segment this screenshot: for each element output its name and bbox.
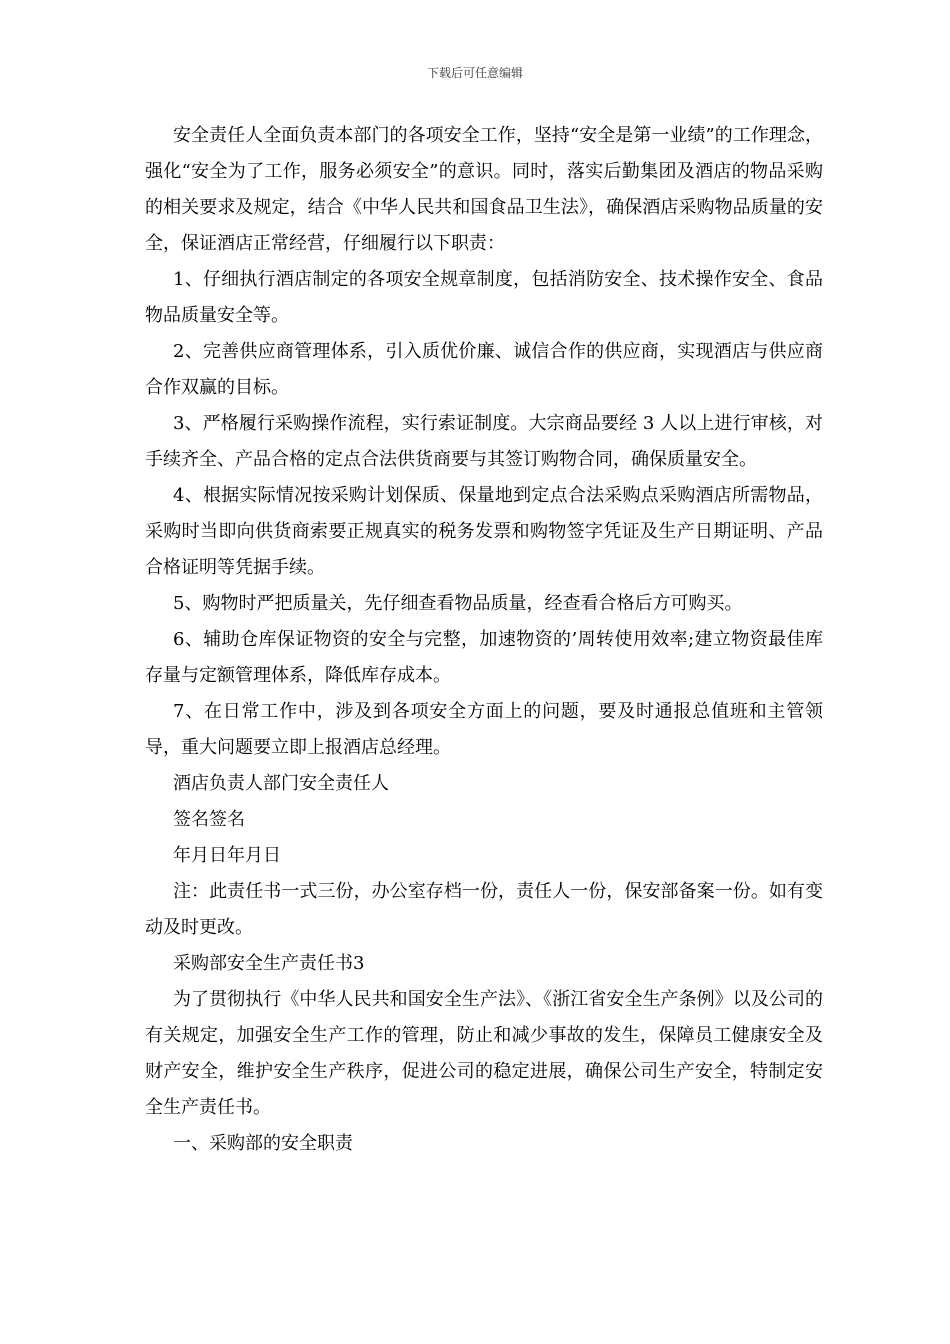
duty-item-6: 6、辅助仓库保证物资的安全与完整，加速物资的’周转使用效率;建立物资最佳库存量与定额管理体系，降低库存成本。 (145, 629, 823, 686)
duty-item-5: 5、购物时严把质量关，先仔细查看物品质量，经查看合格后方可购买。 (173, 593, 743, 614)
duty-item-2: 2、完善供应商管理体系，引入质优价廉、诚信合作的供应商，实现酒店与供应商合作双赢的目标。 (145, 341, 823, 398)
duty-item-4: 4、根据实际情况按采购计划保质、保量地到定点合法采购点采购酒店所需物品，采购时当即向供货商索要正规真实的税务发票和购物签字凭证及生产日期证明、产品合格证明等凭据手续。 (145, 485, 823, 578)
duty-item-7: 7、在日常工作中，涉及到各项安全方面上的问题，要及时通报总值班和主管领导，重大问题要立即上报酒店总经理。 (145, 701, 823, 758)
duty-item-3: 3、严格履行采购操作流程，实行索证制度。大宗商品要经 3 人以上进行审核，对手续齐全、产品合格的定点合法供货商要与其签订购物合同，确保质量安全。 (145, 413, 823, 470)
section-title: 采购部安全生产责任书3 (173, 953, 365, 974)
copies-note: 注：此责任书一式三份，办公室存档一份，责任人一份，保安部备案一份。如有变动及时更改。 (145, 881, 823, 938)
signature-date: 年月日年月日 (173, 845, 281, 866)
section-intro: 为了贯彻执行《中华人民共和国安全生产法》、《浙江省安全生产条例》以及公司的有关规定，加强安全生产工作的管理，防止和减少事故的发生，保障员工健康安全及财产安全，维护安全生产秩序，促进公司的稳定进展，确保公司生产安全，特制定安全生产责任书。 (145, 989, 823, 1118)
section-subheading: 一、采购部的安全职责 (173, 1133, 353, 1154)
signature-parties: 酒店负责人部门安全责任人 (173, 773, 389, 794)
paragraph-intro: 安全责任人全面负责本部门的各项安全工作，坚持“安全是第一业绩”的工作理念，强化“安全为了工作，服务必须安全”的意识。同时，落实后勤集团及酒店的物品采购的相关要求及规定，结合《中华人民共和国食品卫生法》，确保酒店采购物品质量的安全，保证酒店正常经营，仔细履行以下职责： (145, 125, 823, 254)
signature-line: 签名签名 (173, 809, 245, 830)
duty-item-1: 1、仔细执行酒店制定的各项安全规章制度，包括消防安全、技术操作安全、食品物品质量安全等。 (145, 269, 823, 326)
page-header-note: 下载后可任意编辑 (426, 66, 523, 80)
document-body (145, 118, 823, 1162)
